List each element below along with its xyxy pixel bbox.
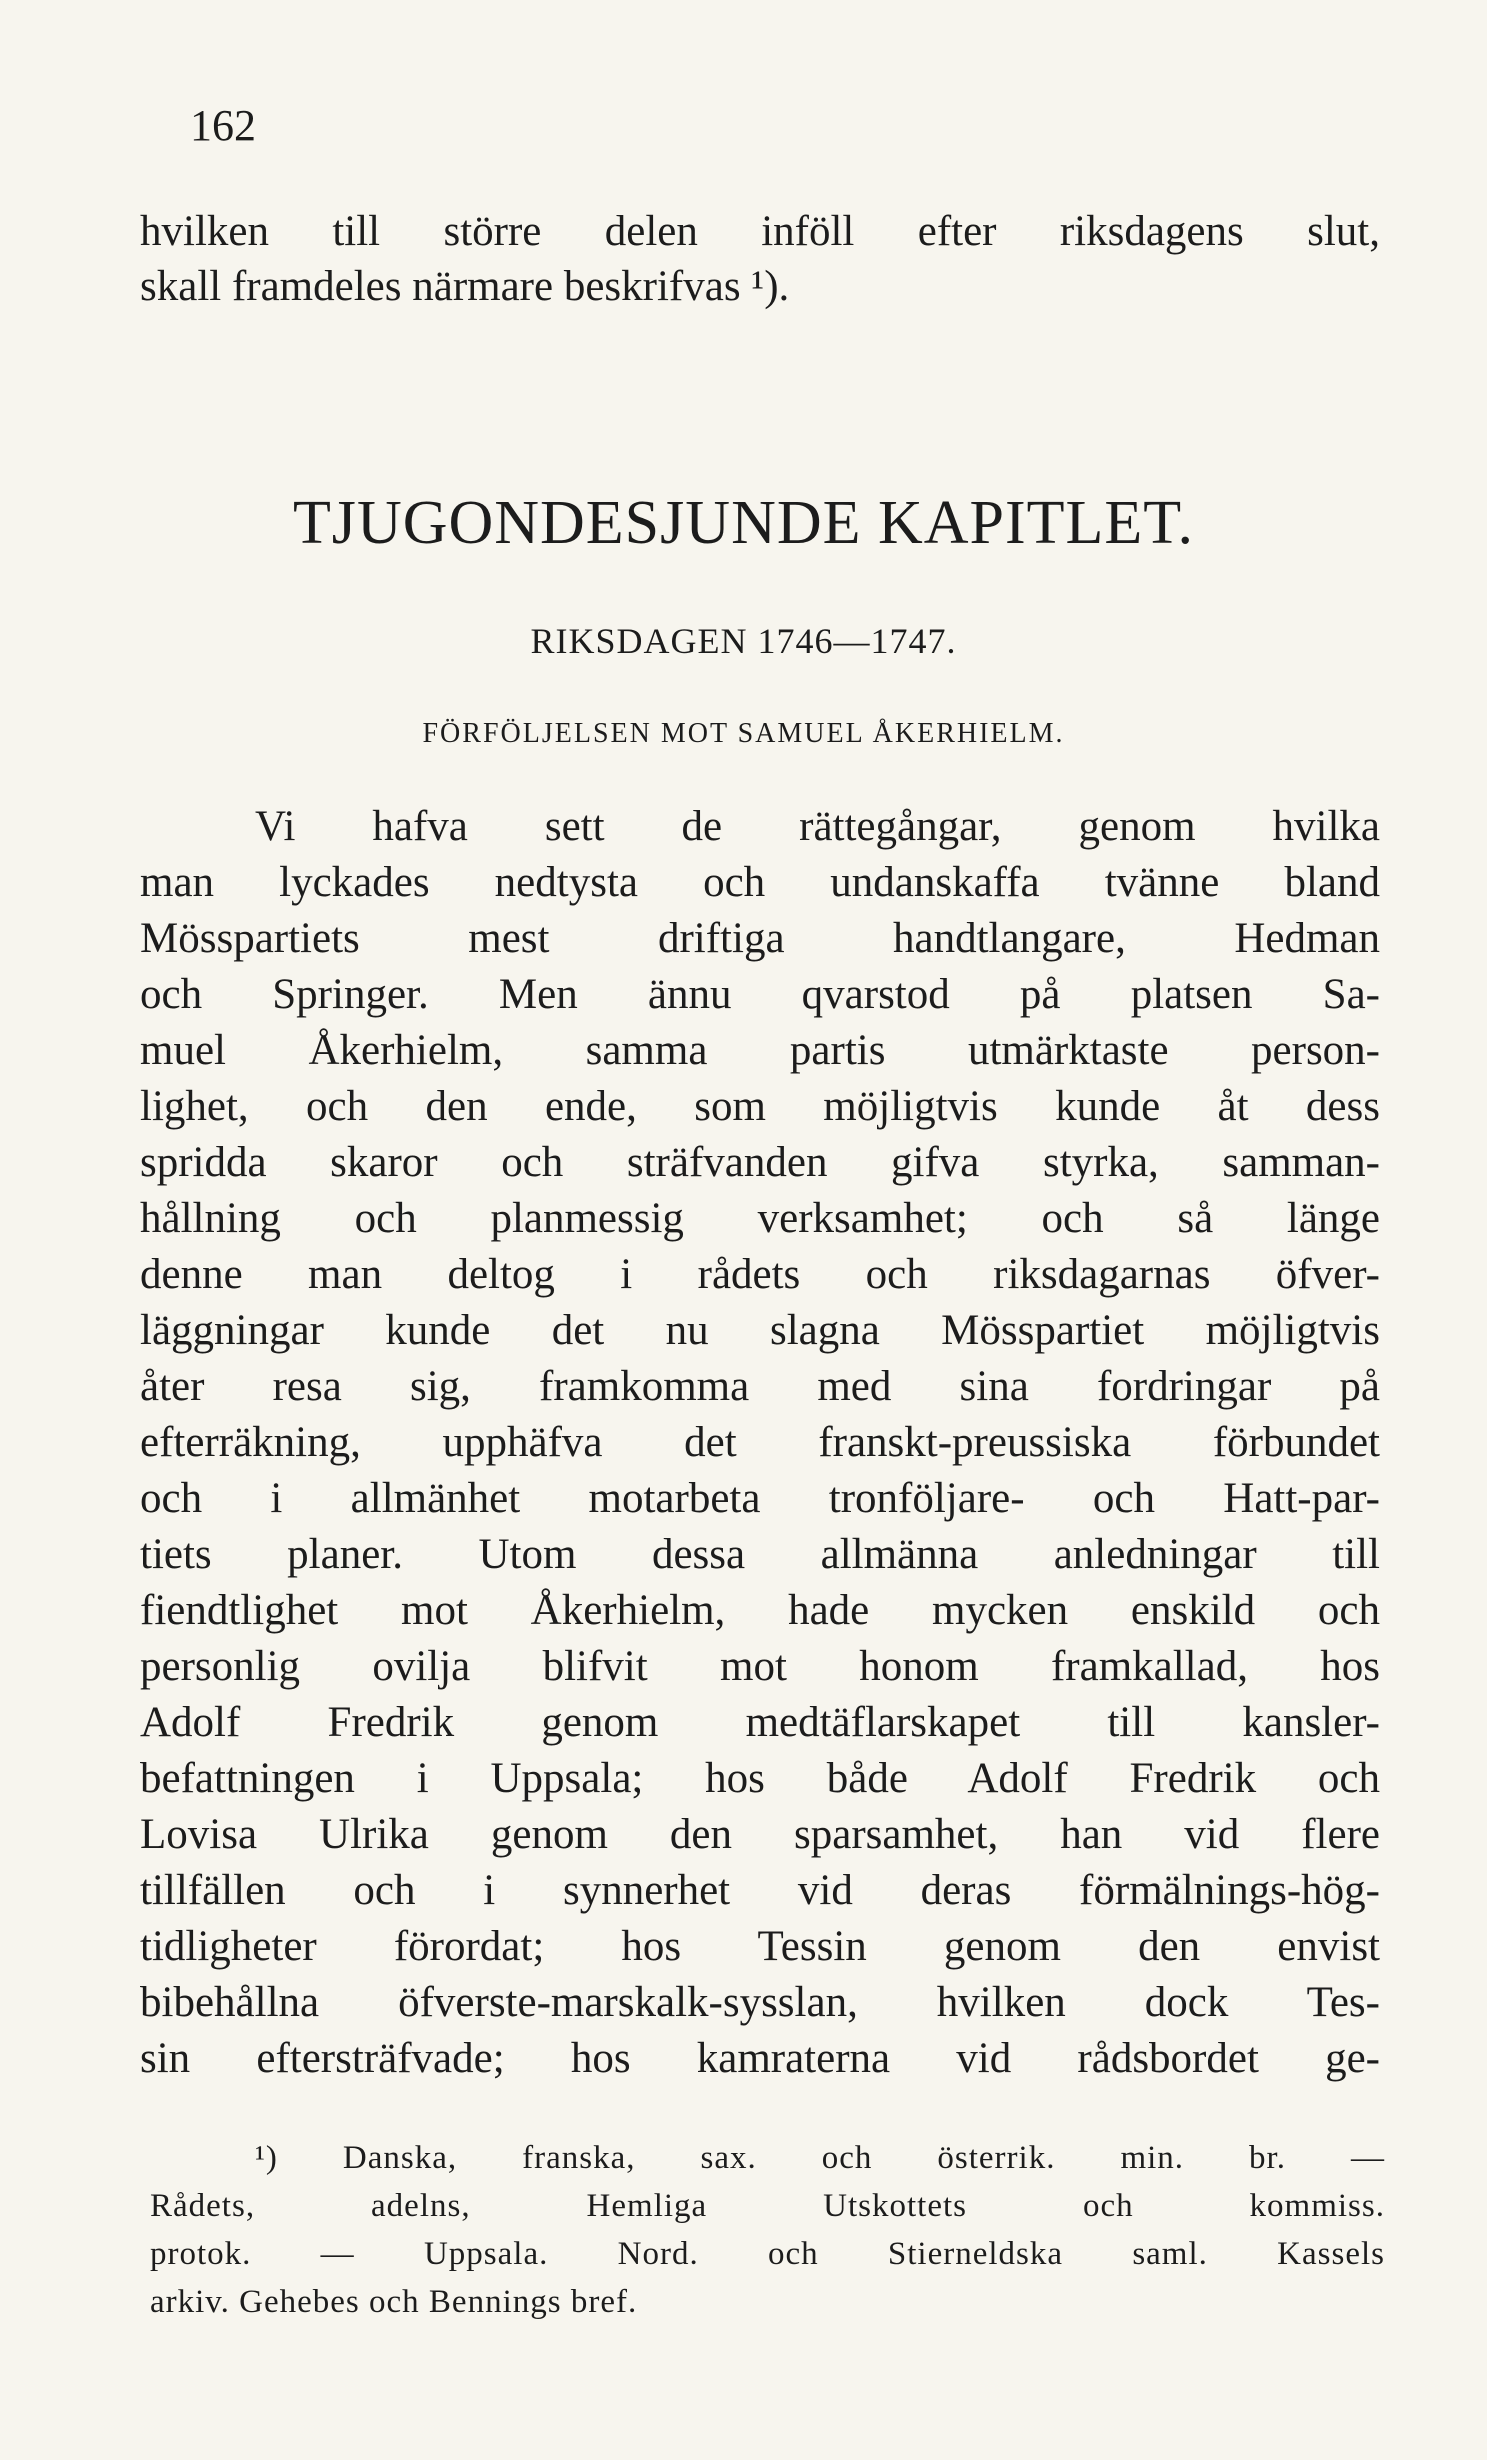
body-line: läggningar kunde det nu slagna Mösspartiet möjligtvis [140, 1307, 1380, 1354]
body-line: hållning och planmessig verksamhet; och så länge [140, 1195, 1380, 1242]
body-line: och i allmänhet motarbeta tronföljare- och Hatt-par- [140, 1475, 1380, 1522]
carryover-line: hvilken till större delen inföll efter riksdagens slut, [140, 208, 1380, 255]
body-line: Mösspartiets mest driftiga handtlangare, Hedman [140, 915, 1380, 962]
body-line: fiendtlighet mot Åkerhielm, hade mycken enskild och [140, 1587, 1380, 1634]
body-line: personlig ovilja blifvit mot honom framkallad, hos [140, 1643, 1380, 1690]
subsection-title: FÖRFÖLJELSEN MOT SAMUEL ÅKERHIELM. [422, 718, 1065, 749]
chapter-title: TJUGONDESJUNDE KAPITLET. [292, 489, 1195, 557]
body-line: åter resa sig, framkomma med sina fordringar på [140, 1363, 1380, 1410]
body-line: Vi hafva sett de rättegångar, genom hvilka [255, 803, 1380, 850]
body-line: muel Åkerhielm, samma partis utmärktaste person- [140, 1027, 1380, 1074]
body-line: befattningen i Uppsala; hos både Adolf Fredrik och [140, 1755, 1380, 1802]
body-line: bibehållna öfverste-marskalk-sysslan, hvilken dock Tes- [140, 1979, 1380, 2026]
body-line: lighet, och den ende, som möjligtvis kunde åt dess [140, 1083, 1380, 1130]
carryover-line: skall framdeles närmare beskrifvas ¹). [140, 263, 790, 310]
body-line: denne man deltog i rådets och riksdagarnas öfver- [140, 1251, 1380, 1298]
body-line: Adolf Fredrik genom medtäflarskapet till kansler- [140, 1699, 1380, 1746]
body-line: och Springer. Men ännu qvarstod på platsen Sa- [140, 971, 1380, 1018]
footnote-line: arkiv. Gehebes och Bennings bref. [150, 2284, 638, 2320]
body-line: efterräkning, upphäfva det franskt-preussiska förbundet [140, 1419, 1380, 1466]
body-line: tidligheter förordat; hos Tessin genom den envist [140, 1923, 1380, 1970]
page-number: 162 [190, 101, 256, 150]
body-line: tiets planer. Utom dessa allmänna anledningar till [140, 1531, 1380, 1578]
body-line: spridda skaror och sträfvanden gifva styrka, samman- [140, 1139, 1380, 1186]
footnote-line: protok. — Uppsala. Nord. och Stierneldska saml. Kassels [150, 2236, 1385, 2272]
footnote-line: Rådets, adelns, Hemliga Utskottets och kommiss. [150, 2188, 1385, 2224]
body-line: man lyckades nedtysta och undanskaffa tvänne bland [140, 859, 1380, 906]
body-line: sin eftersträfvade; hos kamraterna vid rådsbordet ge- [140, 2035, 1380, 2082]
footnote-line: ¹) Danska, franska, sax. och österrik. min. br. — [255, 2140, 1385, 2176]
section-title: RIKSDAGEN 1746—1747. [530, 621, 957, 661]
body-line: Lovisa Ulrika genom den sparsamhet, han vid flere [140, 1811, 1380, 1858]
body-line: tillfällen och i synnerhet vid deras förmälnings-hög- [140, 1867, 1380, 1914]
